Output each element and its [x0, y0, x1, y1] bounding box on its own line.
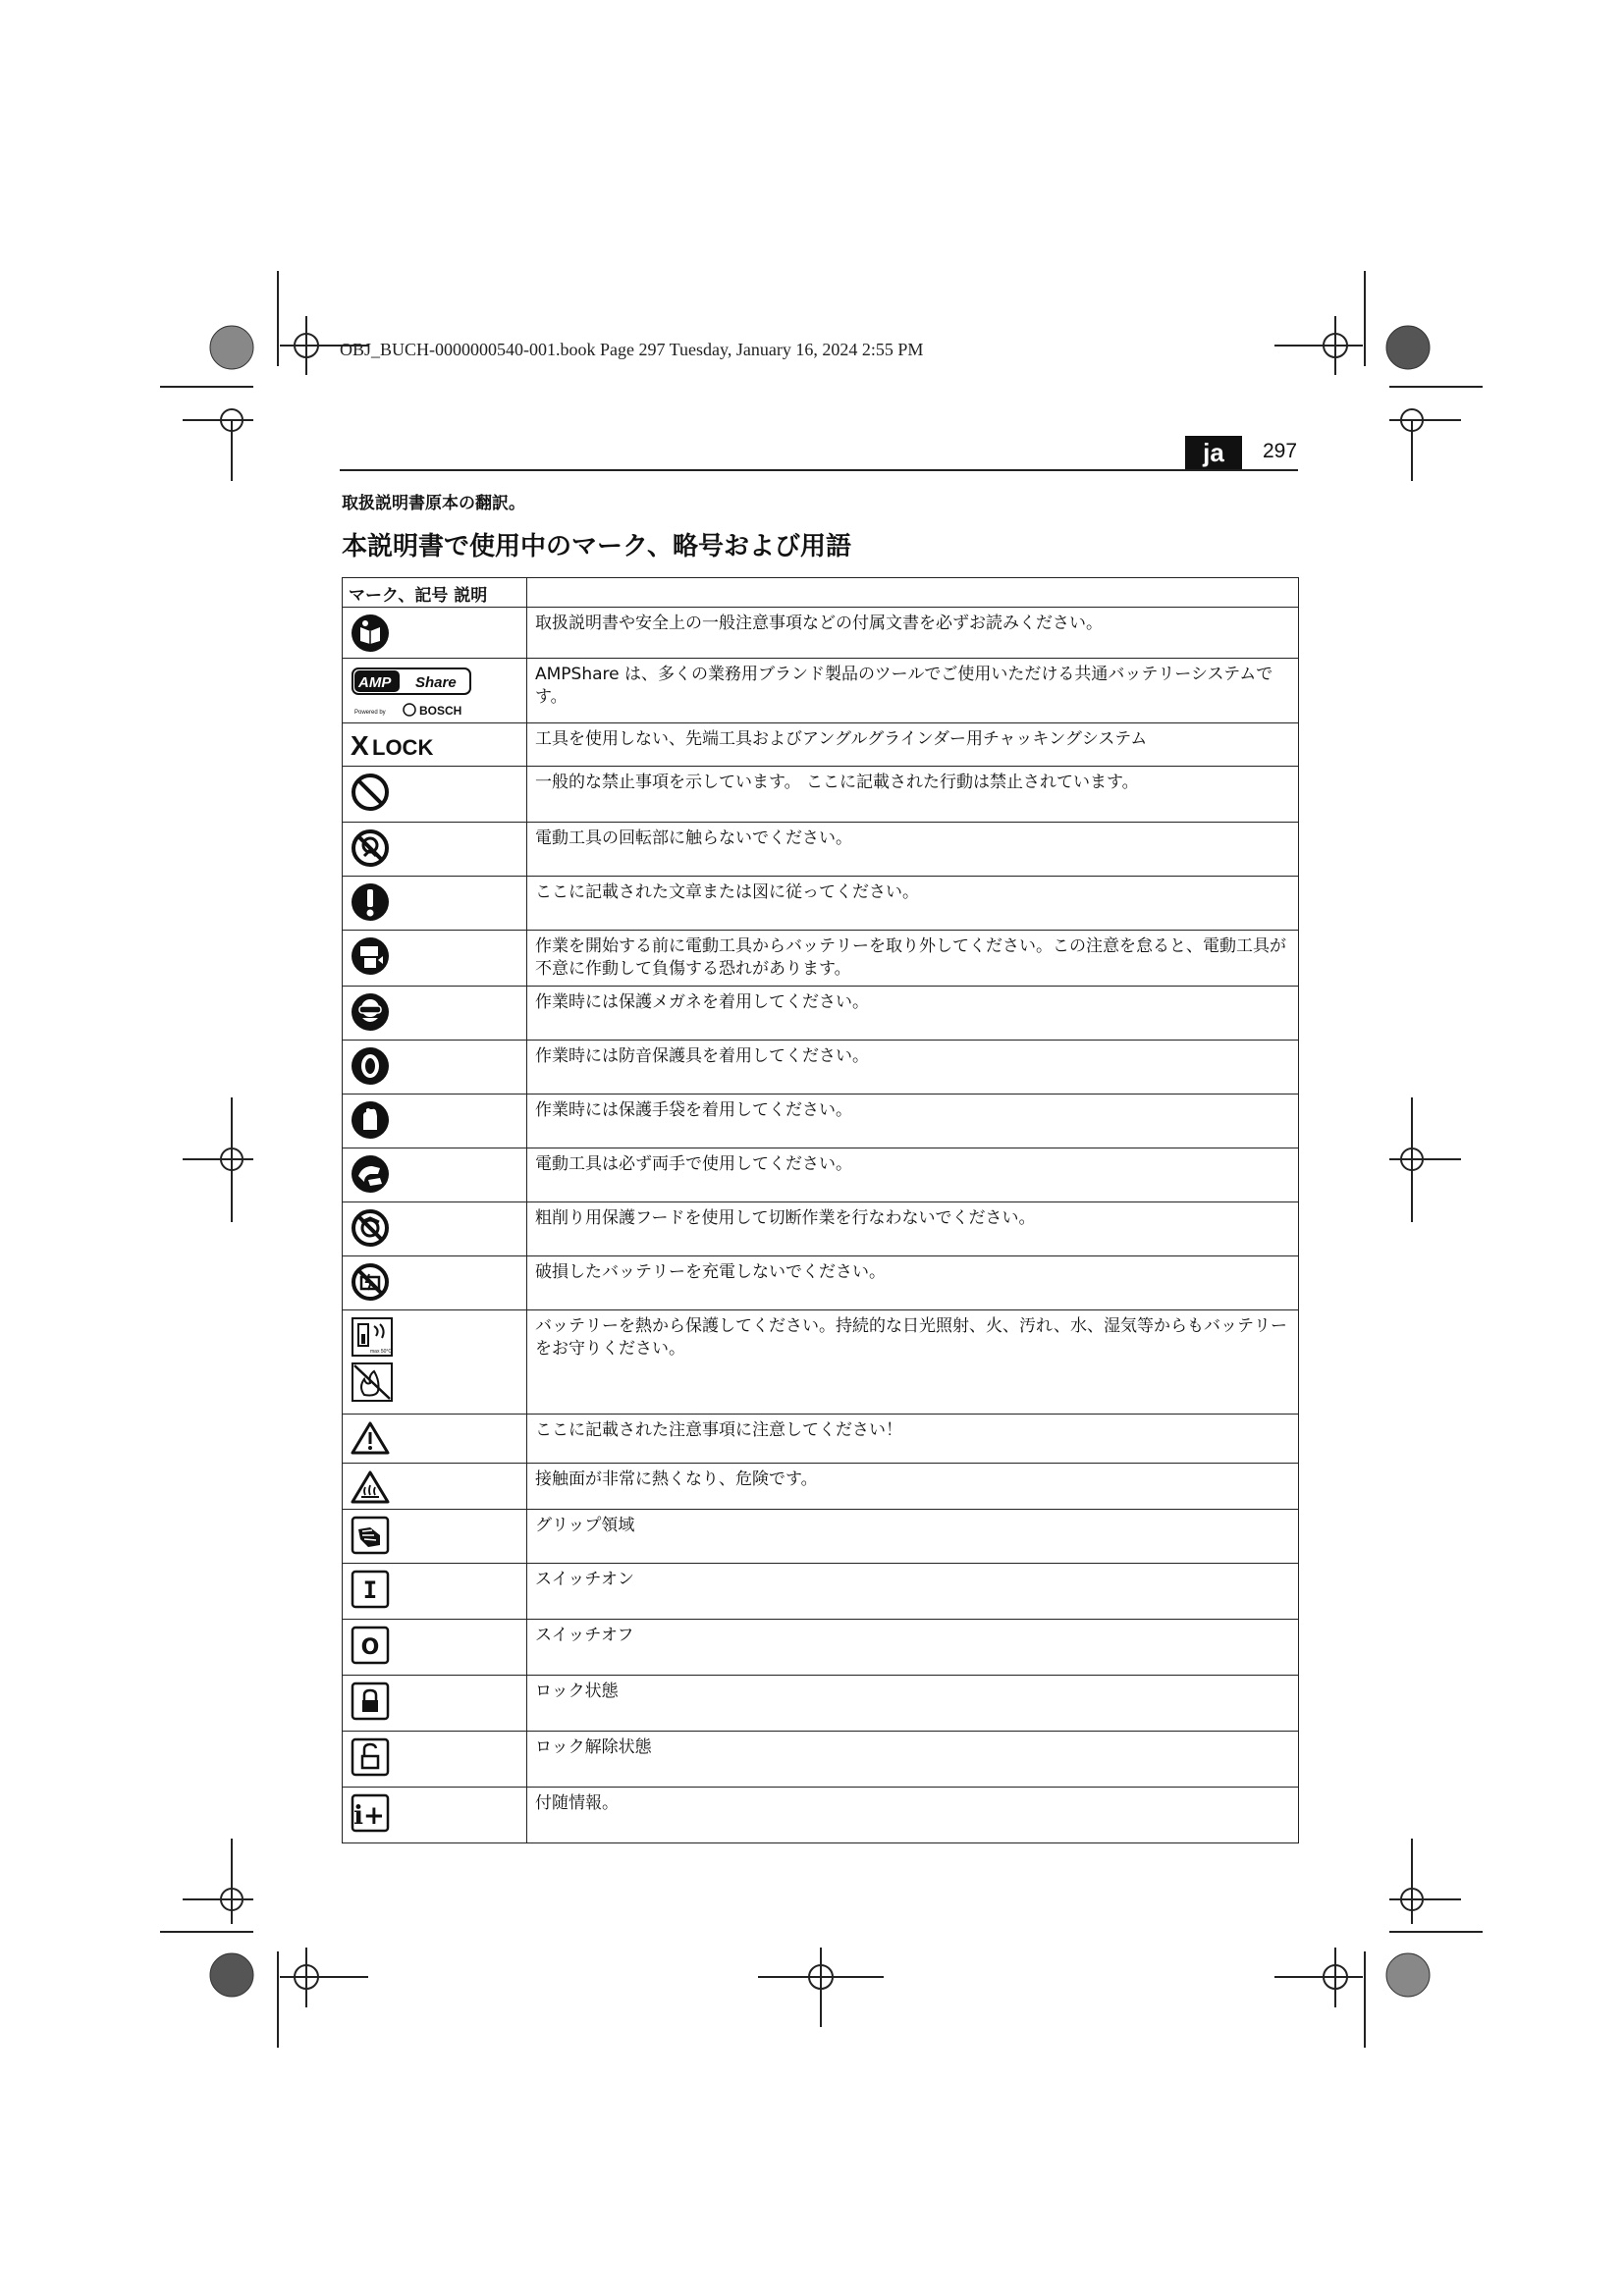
table-header-row — [343, 578, 1299, 608]
symbol-cell — [343, 877, 527, 931]
switch-off-text: O — [360, 1635, 380, 1660]
description-cell: 取扱説明書や安全上の一般注意事項などの付属文書を必ずお読みください。 — [527, 608, 1299, 659]
hot-surface-icon — [351, 1469, 390, 1505]
unlocked-icon — [351, 1737, 390, 1777]
wear-ear-protection-icon — [351, 1046, 390, 1086]
col1-header: マーク、記号 — [349, 586, 449, 606]
language-badge: ja — [1185, 436, 1242, 469]
symbol-cell — [343, 931, 527, 987]
battery-no-fire-water-icon — [351, 1362, 394, 1403]
description-cell: ここに記載された注意事項に注意してください！ — [527, 1415, 1299, 1464]
table-row — [343, 931, 1299, 987]
table-row — [343, 1415, 1299, 1464]
no-touch-rotating-icon — [351, 828, 390, 868]
table-row — [343, 1202, 1299, 1256]
description-cell: ここに記載された文章または図に従ってください。 — [527, 877, 1299, 931]
additional-info-icon — [351, 1793, 390, 1833]
table-row — [343, 659, 1299, 723]
symbol-cell — [343, 608, 527, 659]
table-row — [343, 1464, 1299, 1510]
description-cell: バッテリーを熱から保護してください。持続的な日光照射、火、汚れ、水、湿気等からもバッテリーをお守りください。 — [527, 1310, 1299, 1415]
symbol-cell — [343, 659, 527, 723]
page-title: 本説明書で使用中のマーク、略号および用語 — [342, 532, 851, 561]
table-row — [343, 1310, 1299, 1415]
description-cell: スイッチオン — [527, 1564, 1299, 1620]
symbol-cell — [343, 1310, 527, 1415]
logo-bosch-text: BOSCH — [419, 704, 462, 718]
description-cell: 作業時には保護メガネを着用してください。 — [527, 987, 1299, 1041]
ampshare-bosch-logo — [351, 665, 478, 720]
description-cell: 接触面が非常に熱くなり、危険です。 — [527, 1464, 1299, 1510]
table-row — [343, 1095, 1299, 1148]
description-cell: 電動工具は必ず両手で使用してください。 — [527, 1148, 1299, 1202]
symbol-cell — [343, 823, 527, 877]
symbol-cell — [343, 1202, 527, 1256]
table-row — [343, 1788, 1299, 1843]
symbol-cell — [343, 1732, 527, 1788]
symbol-cell — [343, 767, 527, 823]
table-row — [343, 1732, 1299, 1788]
wear-gloves-icon — [351, 1100, 390, 1140]
translation-note: 取扱説明書原本の翻訳。 — [342, 494, 525, 513]
description-cell: 作業を開始する前に電動工具からバッテリーを取り外してください。この注意を怠ると、電動工具が不意に作動して負傷する恐れがあります。 — [527, 931, 1299, 987]
table-row — [343, 987, 1299, 1041]
table-row — [343, 823, 1299, 877]
symbol-cell — [343, 1415, 527, 1464]
table-row — [343, 1676, 1299, 1732]
symbol-cell — [343, 1256, 527, 1310]
table-row — [343, 1148, 1299, 1202]
symbol-cell — [343, 987, 527, 1041]
symbol-cell — [343, 1464, 527, 1510]
logo-x-text: X — [351, 730, 369, 761]
description-cell: 作業時には防音保護具を着用してください。 — [527, 1041, 1299, 1095]
description-cell: グリップ領域 — [527, 1510, 1299, 1564]
header-rule — [340, 469, 1298, 471]
symbol-cell — [343, 1095, 527, 1148]
col2-header: 説明 — [454, 586, 488, 606]
symbol-cell — [343, 1676, 527, 1732]
symbol-cell — [343, 1620, 527, 1676]
description-cell: 電動工具の回転部に触らないでください。 — [527, 823, 1299, 877]
remove-battery-icon — [351, 936, 390, 976]
description-cell: AMPShare は、多くの業務用ブランド製品のツールでご使用いただける共通バッテリーシステムです。 — [527, 659, 1299, 723]
description-cell: 粗削り用保護フードを使用して切断作業を行なわないでください。 — [527, 1202, 1299, 1256]
description-cell: 作業時には保護手袋を着用してください。 — [527, 1095, 1299, 1148]
warning-triangle-icon — [351, 1420, 390, 1456]
prohibition-icon — [351, 773, 390, 812]
logo-share-text: Share — [415, 674, 457, 691]
info-text: i+ — [353, 1801, 385, 1831]
two-hands-icon — [351, 1154, 390, 1194]
symbol-cell — [343, 1148, 527, 1202]
locked-icon — [351, 1682, 390, 1721]
table-row — [343, 1564, 1299, 1620]
description-cell: ロック解除状態 — [527, 1732, 1299, 1788]
logo-powered-text: Powered by — [354, 710, 386, 716]
table-header-cell-empty — [527, 578, 1299, 608]
no-charge-damaged-battery-icon — [351, 1262, 390, 1302]
logo-lock-text: LOCK — [372, 735, 434, 760]
switch-on-icon — [351, 1570, 390, 1609]
table-row — [343, 1620, 1299, 1676]
symbols-table — [342, 577, 1299, 1843]
table-row — [343, 723, 1299, 767]
table-row — [343, 877, 1299, 931]
no-cutting-with-guard-icon — [351, 1208, 390, 1248]
wear-goggles-icon — [351, 992, 390, 1032]
read-manual-icon — [351, 614, 390, 653]
description-cell: ロック状態 — [527, 1676, 1299, 1732]
symbol-cell — [343, 1510, 527, 1564]
switch-off-icon — [351, 1626, 390, 1665]
table-row — [343, 767, 1299, 823]
table-header-cell — [343, 578, 527, 608]
symbol-cell — [343, 1564, 527, 1620]
xlock-logo — [351, 729, 449, 761]
page-number: 297 — [1263, 440, 1298, 462]
description-cell: 付随情報。 — [527, 1788, 1299, 1843]
grip-area-icon — [351, 1516, 390, 1555]
table-row — [343, 1256, 1299, 1310]
logo-amp-text: AMP — [358, 674, 392, 691]
table-row — [343, 1041, 1299, 1095]
description-cell: 工具を使用しない、先端工具およびアングルグラインダー用チャッキングシステム — [527, 723, 1299, 767]
switch-on-text: I — [362, 1576, 378, 1604]
description-cell: スイッチオフ — [527, 1620, 1299, 1676]
symbol-cell — [343, 1788, 527, 1843]
print-production-line: OBJ_BUCH-0000000540-001.book Page 297 Tuesday, January 16, 2024 2:55 PM — [340, 340, 924, 359]
battery-max-temp-text: max 50°C — [370, 1349, 393, 1355]
table-row — [343, 1510, 1299, 1564]
symbol-cell — [343, 1041, 527, 1095]
battery-protect-heat-icon — [351, 1316, 394, 1358]
table-row — [343, 608, 1299, 659]
description-cell: 一般的な禁止事項を示しています。 ここに記載された行動は禁止されています。 — [527, 767, 1299, 823]
mandatory-exclamation-icon — [351, 882, 390, 922]
description-cell: 破損したバッテリーを充電しないでください。 — [527, 1256, 1299, 1310]
symbol-cell — [343, 723, 527, 767]
